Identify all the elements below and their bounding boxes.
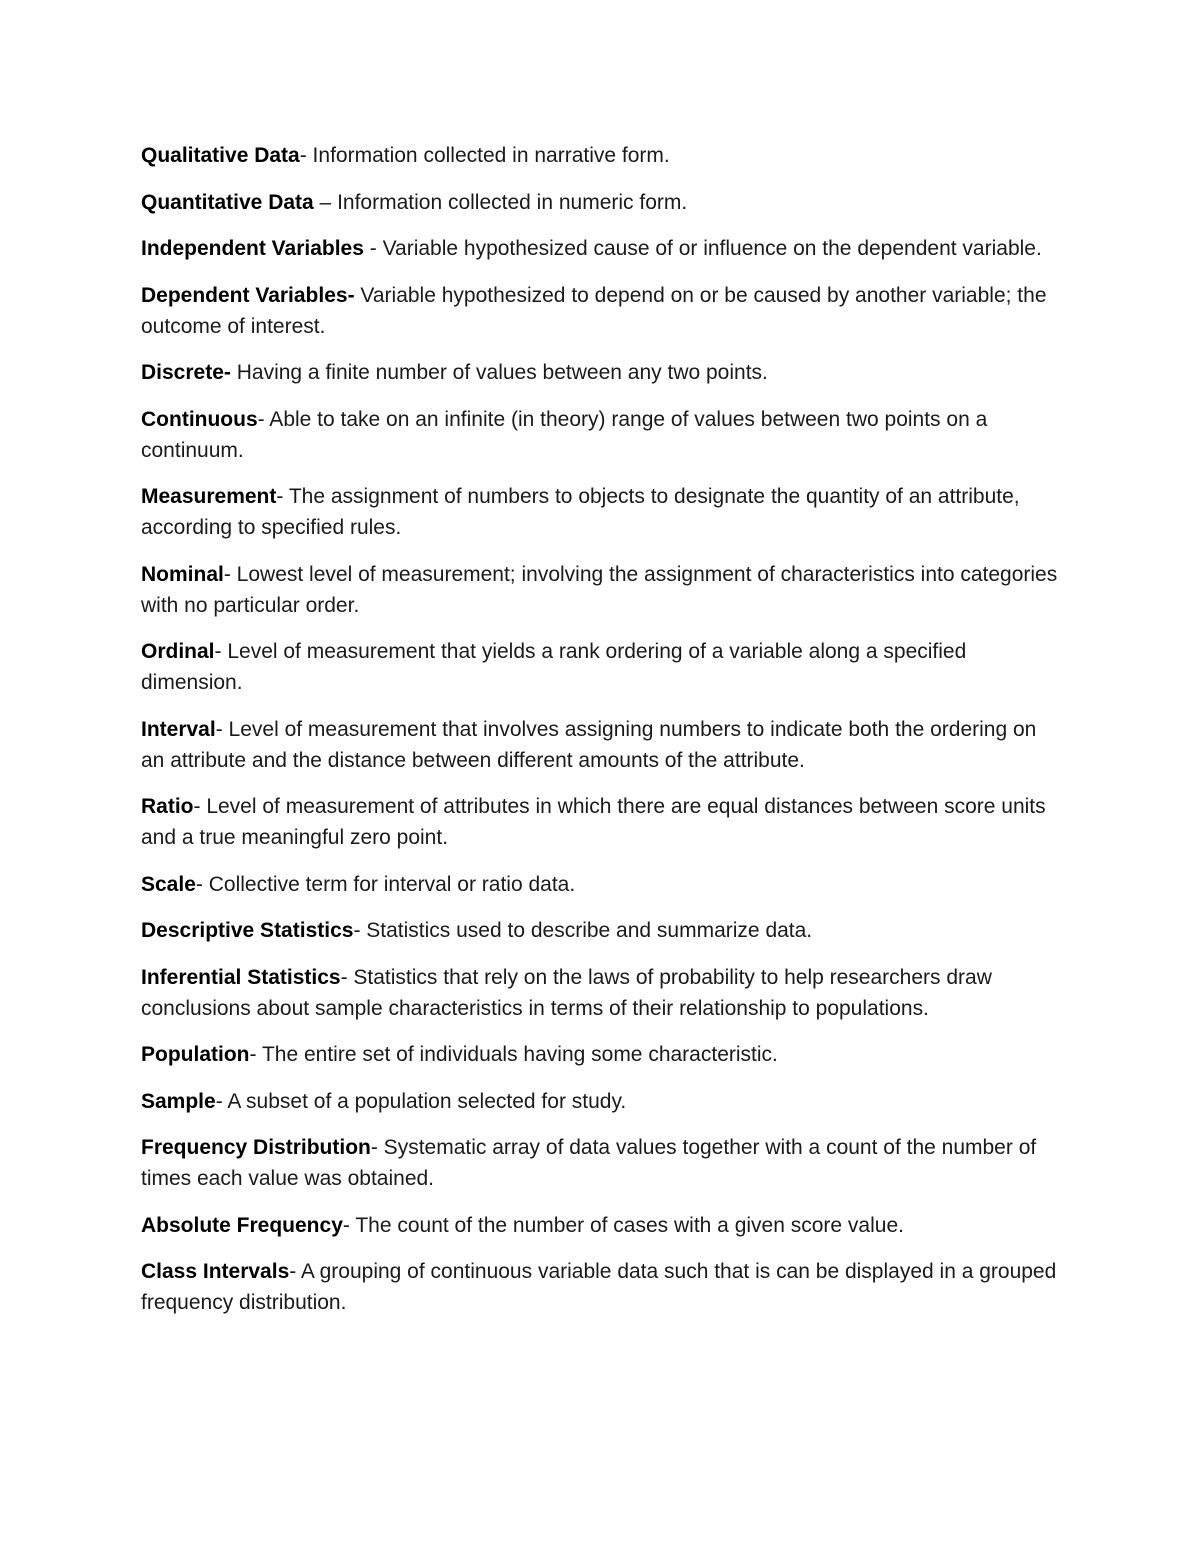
glossary-entry-frequency-distribution xyxy=(141,1132,1061,1194)
glossary-entry-continuous xyxy=(141,404,1061,466)
term-label: Discrete- xyxy=(141,361,231,384)
glossary-entry-inferential-statistics xyxy=(141,962,1061,1024)
glossary-entry-ordinal xyxy=(141,636,1061,698)
term-label: Interval xyxy=(141,717,216,741)
glossary-entry-discrete xyxy=(141,357,1061,388)
term-definition: - Lowest level of measurement; involving the assignment of characteristics into categories with no particular order. xyxy=(141,562,1058,617)
term-definition: - Variable hypothesized cause of or influence on the dependent variable. xyxy=(363,237,1042,260)
term-definition: - The count of the number of cases with a given score value. xyxy=(342,1213,904,1237)
glossary-entry-dependent-variables xyxy=(141,280,1061,342)
term-label: Frequency Distribution xyxy=(141,1136,371,1159)
glossary-list xyxy=(141,140,1061,1334)
glossary-entry-measurement xyxy=(141,481,1061,543)
term-definition: - A subset of a population selected for study. xyxy=(215,1089,627,1113)
term-label: Dependent Variables- xyxy=(141,283,355,307)
glossary-entry-descriptive-statistics xyxy=(141,915,1061,946)
term-definition: - Statistics used to describe and summarize data. xyxy=(353,919,813,942)
glossary-entry-qualitative-data xyxy=(141,140,1061,171)
term-label: Ratio xyxy=(141,795,194,818)
term-definition: – Information collected in numeric form. xyxy=(313,190,688,214)
term-label: Scale xyxy=(141,872,196,896)
glossary-entry-absolute-frequency xyxy=(141,1210,1061,1241)
term-definition: - The entire set of individuals having some characteristic. xyxy=(249,1043,778,1066)
term-definition: - Statistics that rely on the laws of probability to help researchers draw conclusions about sample characteristics in terms of their relationship to populations. xyxy=(141,965,992,1020)
glossary-entry-ratio xyxy=(141,791,1061,853)
term-label: Nominal xyxy=(141,562,224,586)
term-definition: - Collective term for interval or ratio data. xyxy=(195,872,576,896)
glossary-entry-quantitative-data xyxy=(141,187,1061,218)
term-definition: - The assignment of numbers to objects to designate the quantity of an attribute, according to specified rules. xyxy=(141,485,1020,539)
term-label: Absolute Frequency xyxy=(141,1213,343,1237)
glossary-entry-interval xyxy=(141,714,1061,776)
term-definition: Having a finite number of values between any two points. xyxy=(230,361,768,384)
term-label: Inferential Statistics xyxy=(141,965,341,989)
term-definition: - A grouping of continuous variable data such that is can be displayed in a grouped frequency distribution. xyxy=(141,1260,1057,1314)
term-label: Independent Variables xyxy=(141,237,364,260)
glossary-entry-independent-variables xyxy=(141,233,1061,264)
term-definition: - Level of measurement that yields a rank ordering of a variable along a specified dimension. xyxy=(141,640,967,694)
term-definition: - Level of measurement that involves assigning numbers to indicate both the ordering on an attribute and the distance between different amounts of the attribute. xyxy=(141,717,1037,772)
glossary-entry-sample xyxy=(141,1086,1061,1117)
term-label: Measurement xyxy=(141,485,277,508)
term-label: Quantitative Data xyxy=(141,190,314,214)
term-definition: Variable hypothesized to depend on or be caused by another variable; the outcome of interest. xyxy=(141,283,1047,338)
glossary-entry-population xyxy=(141,1039,1061,1070)
term-definition: - Able to take on an infinite (in theory) range of values between two points on a continuum. xyxy=(141,407,988,462)
term-definition: - Systematic array of data values together with a count of the number of times each value was obtained. xyxy=(141,1136,1037,1190)
term-definition: - Information collected in narrative form. xyxy=(299,144,670,167)
term-label: Descriptive Statistics xyxy=(141,919,354,942)
term-label: Population xyxy=(141,1043,250,1066)
term-label: Class Intervals xyxy=(141,1260,290,1283)
term-label: Sample xyxy=(141,1089,216,1113)
glossary-entry-nominal xyxy=(141,559,1061,621)
term-label: Ordinal xyxy=(141,640,215,663)
glossary-entry-scale xyxy=(141,869,1061,900)
term-label: Qualitative Data xyxy=(141,144,300,167)
term-label: Continuous xyxy=(141,407,258,431)
glossary-entry-class-intervals xyxy=(141,1256,1061,1318)
term-definition: - Level of measurement of attributes in which there are equal distances between score units and a true meaningful zero point. xyxy=(141,795,1046,849)
